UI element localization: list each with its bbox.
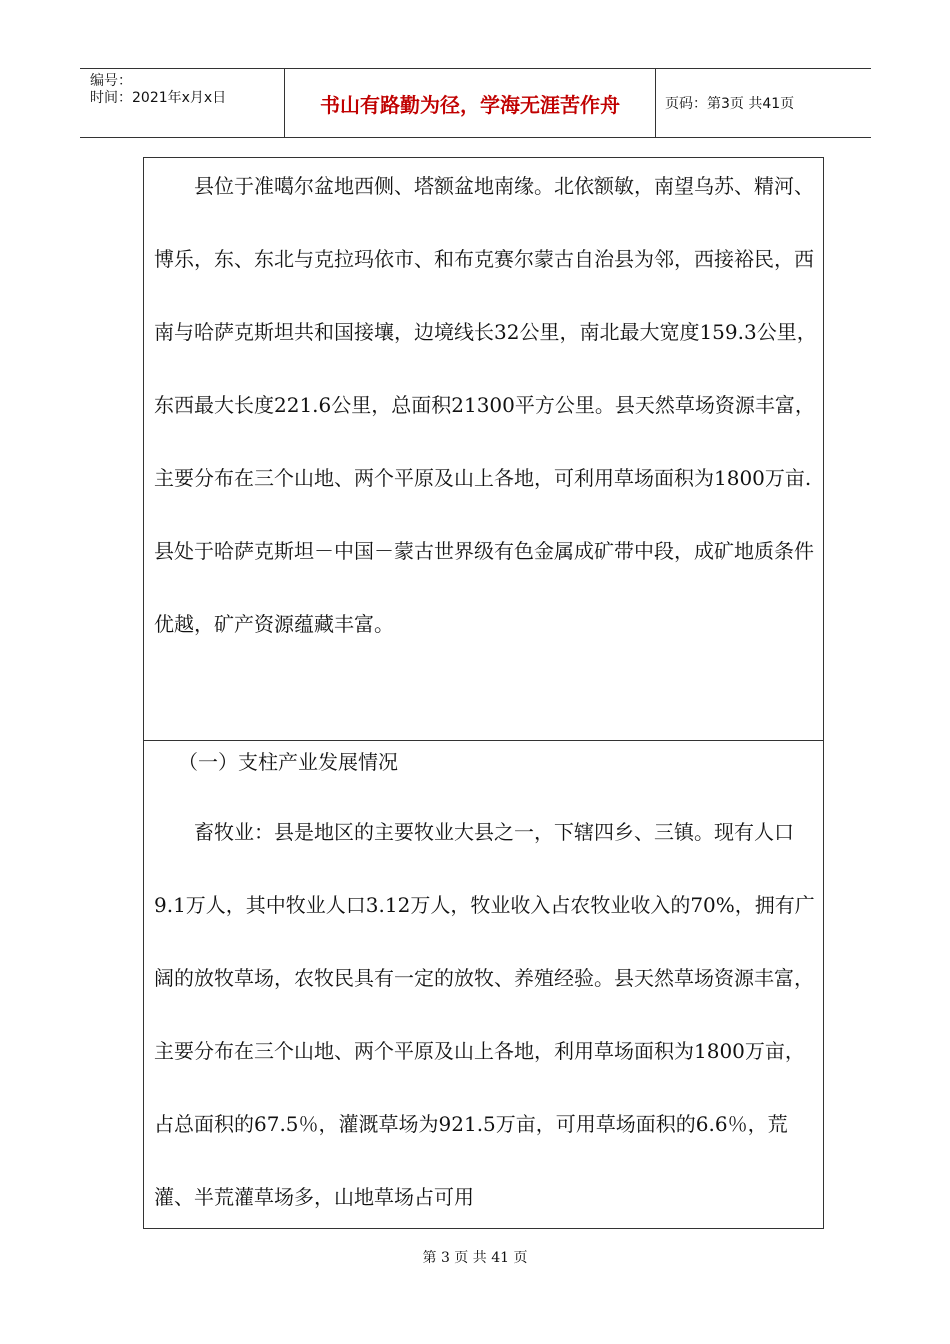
content-box-2	[143, 740, 824, 1229]
header-left-cell	[80, 69, 284, 137]
header-motto: 书山有路勤为径，学海无涯苦作舟	[284, 69, 656, 137]
section1-paragraph: 县位于准噶尔盆地西侧、塔额盆地南缘。北依额敏，南望乌苏、精河、博乐，东、东北与克拉玛依市、和布克赛尔蒙古自治县为邻，西接裕民，西南与哈萨克斯坦共和国接壤，边境线长32公里，南北最大宽度159.3公里，东西最大长度221.6公里，总面积21300平方公里。县天然草场资源丰富，主要分布在三个山地、两个平原及山上各地，可利用草场面积为1800万亩.县处于哈萨克斯坦－中国－蒙古世界级有色金属成矿带中段，成矿地质条件优越，矿产资源蕴藏丰富。	[154, 174, 817, 636]
time-label: 时间：2021年x月x日	[90, 90, 227, 106]
number-label: 编号：	[90, 73, 132, 89]
header-page-info: 页码：第3页 共41页	[665, 96, 795, 112]
page-footer: 第 3 页 共 41 页	[422, 1250, 528, 1266]
content-box-1	[143, 157, 824, 741]
section2-paragraph: 畜牧业：县是地区的主要牧业大县之一，下辖四乡、三镇。现有人口9.1万人，其中牧业人口3.12万人，牧业收入占农牧业收入的70%，拥有广阔的放牧草场，农牧民具有一定的放牧、养殖经验。县天然草场资源丰富，主要分布在三个山地、两个平原及山上各地，利用草场面积为1800万亩，占总面积的67.5％，灌溉草场为921.5万亩，可用草场面积的6.6％，荒灌、半荒灌草场多，山地草场占可用	[154, 820, 815, 1209]
page-header	[80, 68, 871, 138]
section2-heading: （一）支柱产业发展情况	[178, 750, 398, 774]
